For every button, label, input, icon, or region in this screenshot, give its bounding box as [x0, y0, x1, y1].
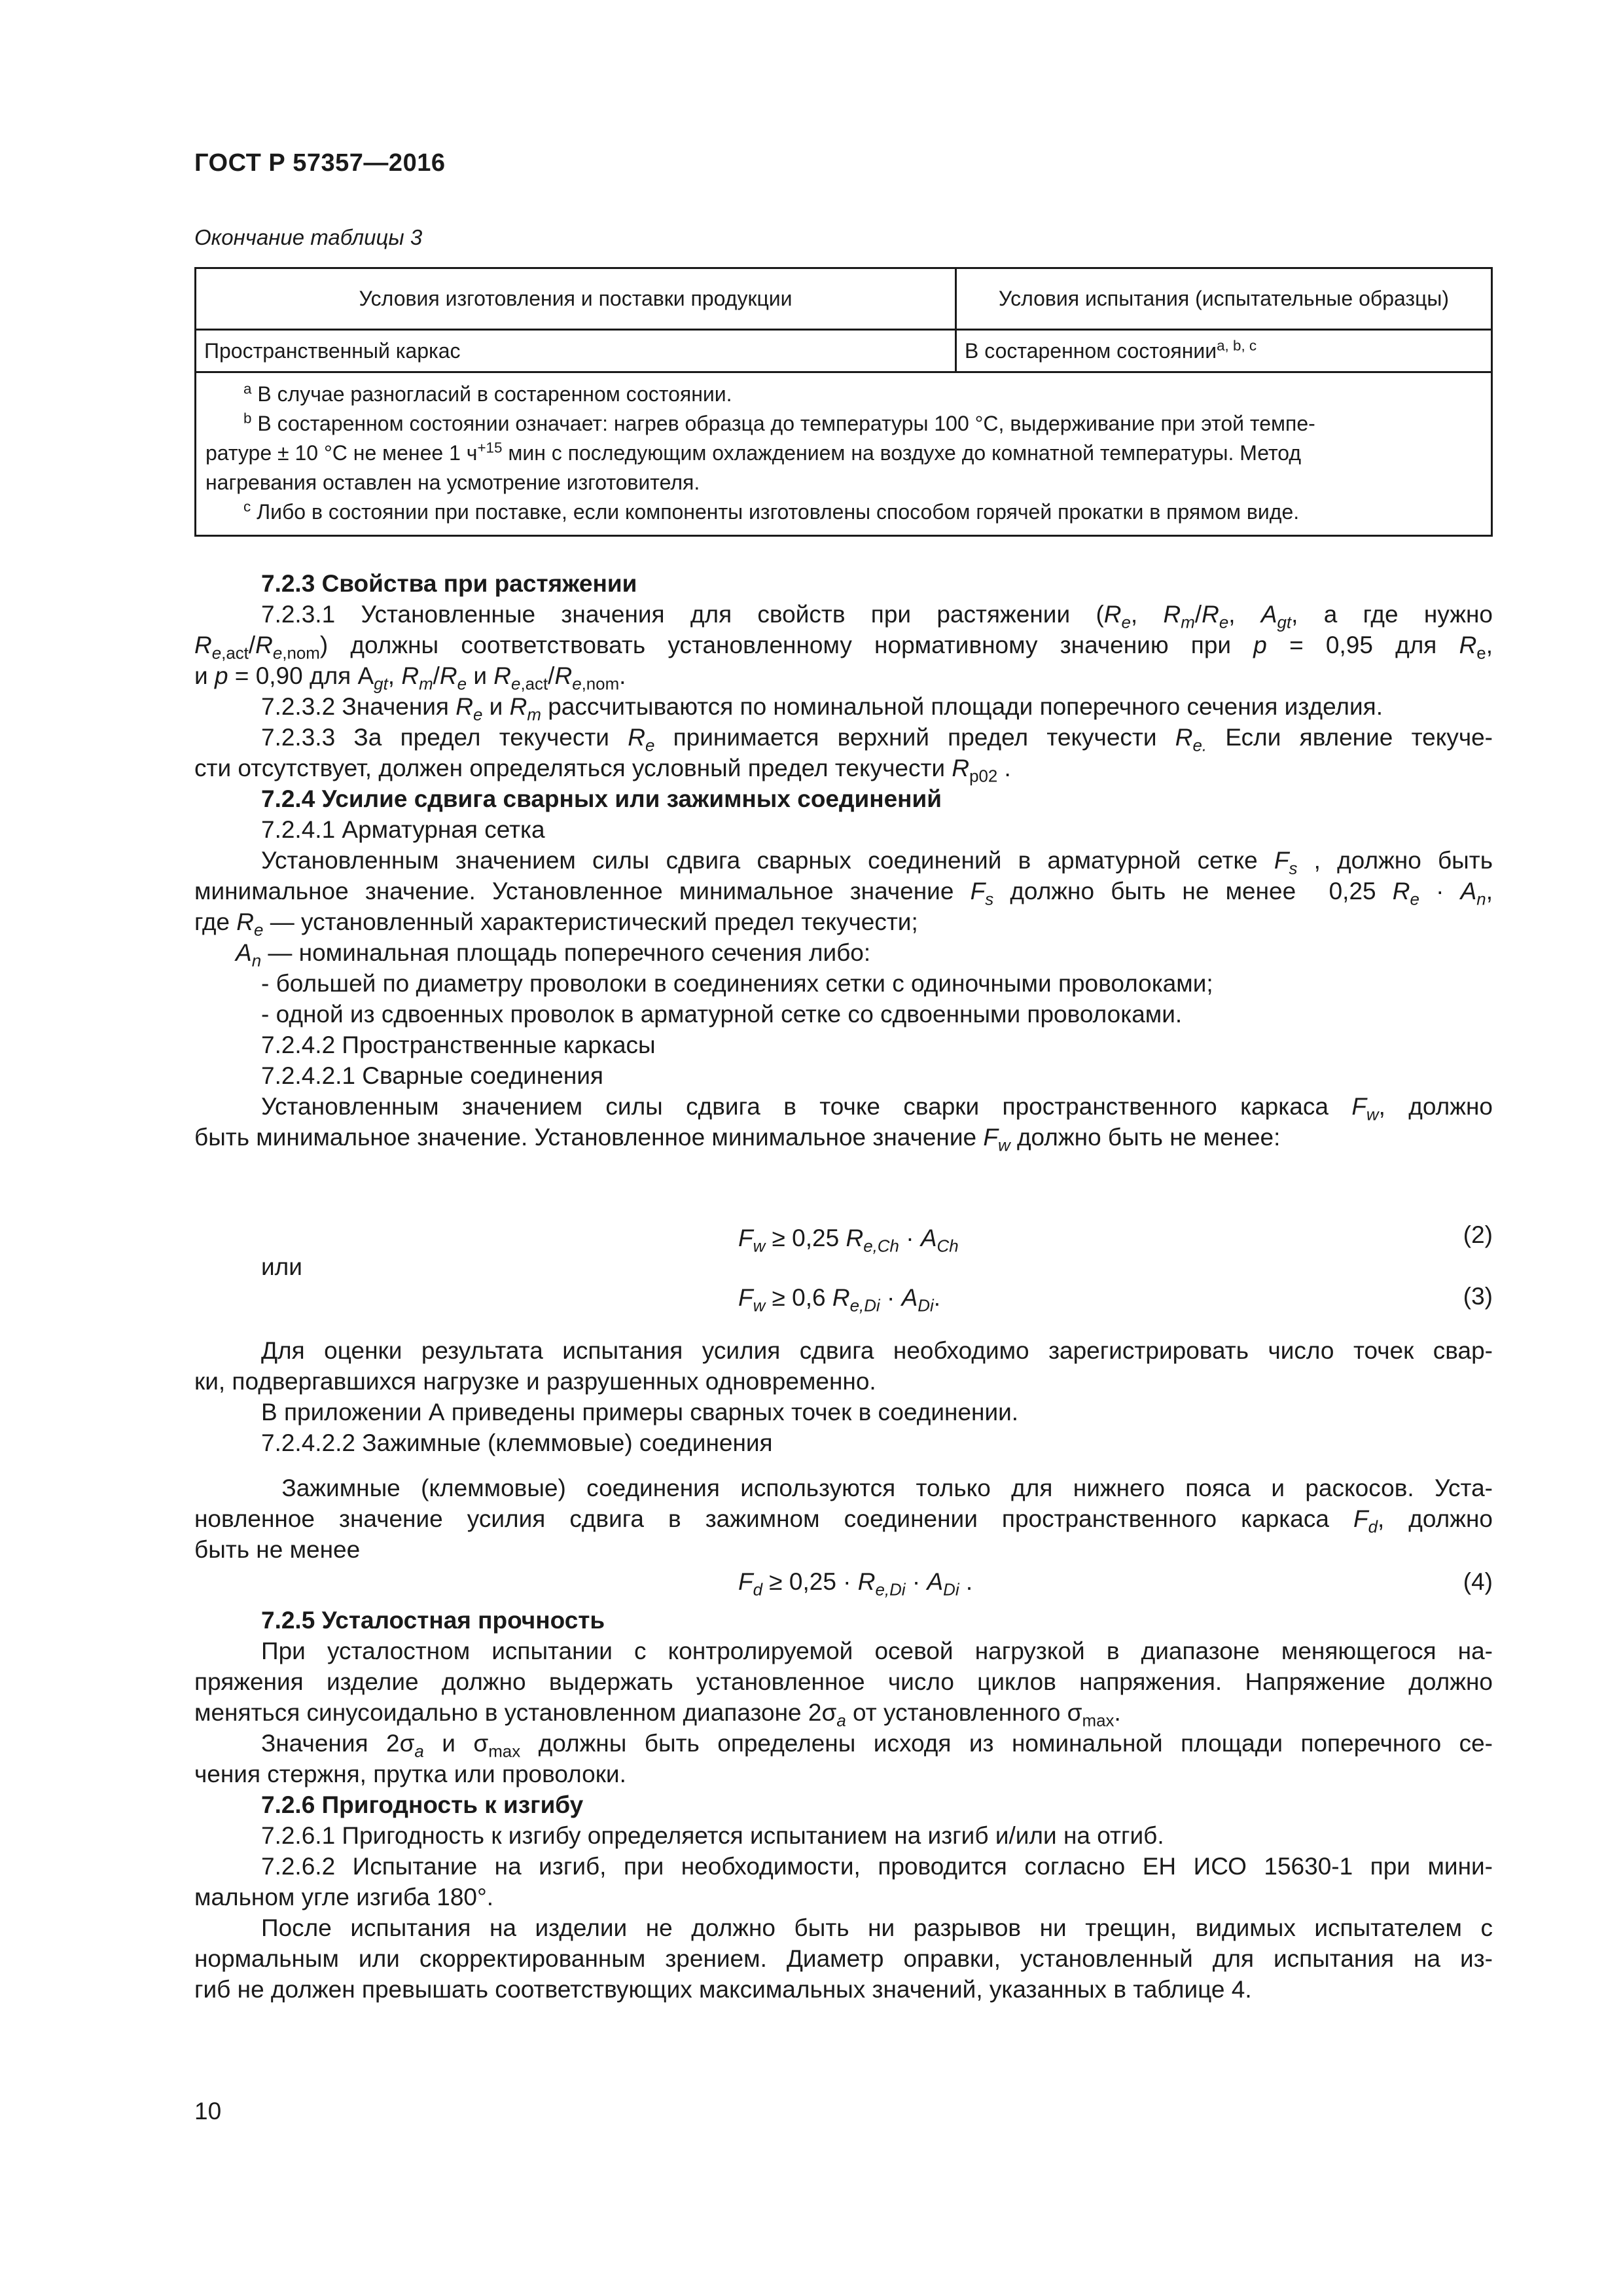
condition-footnote-refs: a, b, c	[1217, 336, 1257, 353]
note-b-text-2a: ратуре ± 10 °С не менее 1 ч	[205, 441, 478, 465]
paragraph-clamp-2: новленное значение усилия сдвига в зажимном соединении пространственного каркаса $F_d$, должно	[194, 1505, 1493, 1537]
section-7-2-5-heading: 7.2.5 Усталостная прочность	[261, 1607, 605, 1634]
note-b-mark: b	[243, 410, 252, 427]
paragraph-7-2-4-1: 7.2.4.1 Арматурная сетка	[261, 816, 545, 843]
table-header-testing: Условия испытания (испытательные образцы)	[956, 268, 1492, 330]
paragraph-7-2-6-2-cont: мальном угле изгиба 180°.	[194, 1884, 494, 1910]
note-b-line2	[205, 439, 1482, 468]
formula-4-number: (4)	[1463, 1568, 1493, 1595]
note-b-sup: +15	[477, 439, 503, 456]
paragraph-bend-3: гиб не должен превышать соответствующих максимальных значений, указанных в таблице 4.	[194, 1976, 1252, 2003]
body-block-3	[194, 1473, 1493, 1565]
paragraph-mesh-1: Установленным значением силы сдвига сварных соединений в арматурной сетке $F_s$ , должно быть	[261, 847, 1493, 878]
note-a	[205, 380, 1482, 409]
paragraph-fatigue-5: чения стержня, прутка или проволоки.	[194, 1761, 626, 1787]
paragraph-weld-2: быть минимальное значение. Установленное минимальное значение $F_w$ должно быть не менее:	[194, 1124, 1281, 1155]
paragraph-annex-a: В приложении А приведены примеры сварных точек в соединении.	[261, 1399, 1019, 1426]
paragraph-7-2-3-2: 7.2.3.2 Значения $R_e$ и $R_m$ рассчитываются по номинальной площади поперечного сечения изделия.	[261, 693, 1383, 725]
paragraph-bend-1: После испытания на изделии не должно быть ни разрывов ни трещин, видимых испытателем с	[261, 1914, 1493, 1941]
section-7-2-3-heading: 7.2.3 Свойства при растяжении	[261, 570, 637, 597]
paragraph-7-2-3-3: 7.2.3.3 За предел текучести $R_e$ принимается верхний предел текучести $R_{e.}$ Если явление текуче-	[261, 724, 1493, 755]
table-cell-product: Пространственный каркас	[196, 330, 956, 372]
formula-3: $F_w \ge 0,6$ $R_{e,Di} \cdot A_{Di}$.	[738, 1284, 940, 1316]
table-caption: Окончание таблицы 3	[194, 225, 423, 249]
note-b-line3: нагревания оставлен на усмотрение изготовителя.	[205, 471, 700, 494]
paragraph-fatigue-4: Значения $2\sigma_a$ и $\sigma_{max}$ должны быть определены исходя из номинальной площади поперечного се-	[261, 1730, 1493, 1761]
paragraph-fatigue-1: При усталостном испытании с контролируемой осевой нагрузкой в диапазоне меняющегося на-	[261, 1638, 1493, 1664]
table-header-production: Условия изготовления и поставки продукции	[196, 268, 956, 330]
formula-3-number: (3)	[1463, 1283, 1493, 1310]
paragraph-clamp-1: Зажимные (клеммовые) соединения используются только для нижнего пояса и раскосов. Уста-	[261, 1475, 1493, 1501]
condition-text: В состаренном состоянии	[965, 338, 1217, 363]
paragraph-7-2-3-1-end: и p = 0,90 для $A_{gt}$, $R_m/R_e$ и $R_{e,act}/R_{e,nom}$.	[194, 662, 626, 694]
section-7-2-6-heading: 7.2.6 Пригодность к изгибу	[261, 1791, 584, 1818]
table-notes	[196, 372, 1492, 536]
note-a-text: В случае разногласий в состаренном состоянии.	[257, 382, 732, 406]
body-block-1	[194, 568, 1493, 1153]
paragraph-7-2-3-3-cont: сти отсутствует, должен определяться условный предел текучести $R_{p02}$ .	[194, 755, 1011, 786]
paragraph-7-2-6-2: 7.2.6.2 Испытание на изгиб, при необходимости, проводится согласно ЕН ИСО 15630-1 при мини-	[261, 1853, 1493, 1880]
table-3	[194, 267, 1493, 537]
paragraph-shear-eval-1: Для оценки результата испытания усилия сдвига необходимо зарегистрировать число точек свар-	[261, 1337, 1493, 1364]
table-cell-condition	[956, 330, 1492, 372]
formula-or: или	[261, 1253, 302, 1280]
page-number: 10	[194, 2098, 222, 2125]
paragraph-shear-eval-2: ки, подвергавшихся нагрузке и разрушенных одновременно.	[194, 1368, 876, 1395]
list-item-mesh-1: - большей по диаметру проволоки в соединениях сетки с одиночными проволоками;	[261, 970, 1213, 997]
note-c-mark: c	[243, 498, 251, 515]
body-block-2	[194, 1335, 1493, 1458]
paragraph-mesh-4: $A_n$ — номинальная площадь поперечного сечения либо:	[236, 939, 871, 971]
body-block-4	[194, 1605, 1493, 2005]
section-7-2-4-heading: 7.2.4 Усилие сдвига сварных или зажимных соединений	[261, 785, 942, 812]
note-c	[205, 497, 1482, 527]
note-b-text-2b: мин с последующим охлаждением на воздухе до комнатной температуры. Метод	[502, 441, 1302, 465]
note-b-text-1: В состаренном состоянии означает: нагрев образца до температуры 100 °С, выдерживание при этой темпе-	[257, 412, 1315, 435]
paragraph-mesh-2: минимальное значение. Установленное минимальное значение $F_s$ должно быть не менее 0,25 $R_e \cdot A_n$,	[194, 878, 1493, 909]
list-item-mesh-2: - одной из сдвоенных проволок в арматурной сетке со сдвоенными проволоками.	[261, 1001, 1183, 1028]
document-header: ГОСТ Р 57357—2016	[194, 149, 446, 177]
formula-4: $F_d \ge 0,25 \cdot R_{e,Di} \cdot A_{Di}$ .	[738, 1568, 973, 1600]
paragraph-bend-2: нормальным или скорректированным зрением. Диаметр оправки, установленный для испытания на из-	[194, 1945, 1493, 1972]
paragraph-7-2-4-2: 7.2.4.2 Пространственные каркасы	[261, 1031, 656, 1058]
note-b-line1	[205, 409, 1482, 439]
paragraph-mesh-3: где $R_e$ — установленный характеристический предел текучести;	[194, 908, 918, 940]
paragraph-fatigue-2: пряжения изделие должно выдержать установленное число циклов напряжения. Напряжение должно	[194, 1668, 1493, 1695]
formula-2-number: (2)	[1463, 1221, 1493, 1248]
paragraph-weld-1: Установленным значением силы сдвига в точке сварки пространственного каркаса $F_w$, должно	[261, 1093, 1493, 1124]
note-c-text: Либо в состоянии при поставке, если компоненты изготовлены способом горячей прокатки в прямом виде.	[257, 500, 1300, 524]
paragraph-7-2-3-1-cont: $R_{e,act}/R_{e,nom}$) должны соответствовать установленному нормативному значению при p = 0,95 для $R_e$,	[194, 632, 1493, 663]
paragraph-clamp-3: быть не менее	[194, 1536, 361, 1563]
paragraph-7-2-4-2-1: 7.2.4.2.1 Сварные соединения	[261, 1062, 603, 1089]
paragraph-7-2-4-2-2: 7.2.4.2.2 Зажимные (клеммовые) соединения	[261, 1429, 773, 1456]
note-a-mark: a	[243, 380, 252, 397]
paragraph-7-2-6-1: 7.2.6.1 Пригодность к изгибу определяется испытанием на изгиб и/или на отгиб.	[261, 1822, 1164, 1849]
paragraph-fatigue-3: меняться синусоидально в установленном диапазоне $2\sigma_a$ от установленного $\sigma_{max}$.	[194, 1699, 1121, 1731]
formula-2: $F_w \ge 0,25$ $R_{e,Ch} \cdot A_{Ch}$	[738, 1225, 959, 1256]
paragraph-7-2-3-1: 7.2.3.1 Установленные значения для свойств при растяжении ($R_e$, $R_m/R_e$, $A_{gt}$, а где нужно	[261, 601, 1493, 632]
